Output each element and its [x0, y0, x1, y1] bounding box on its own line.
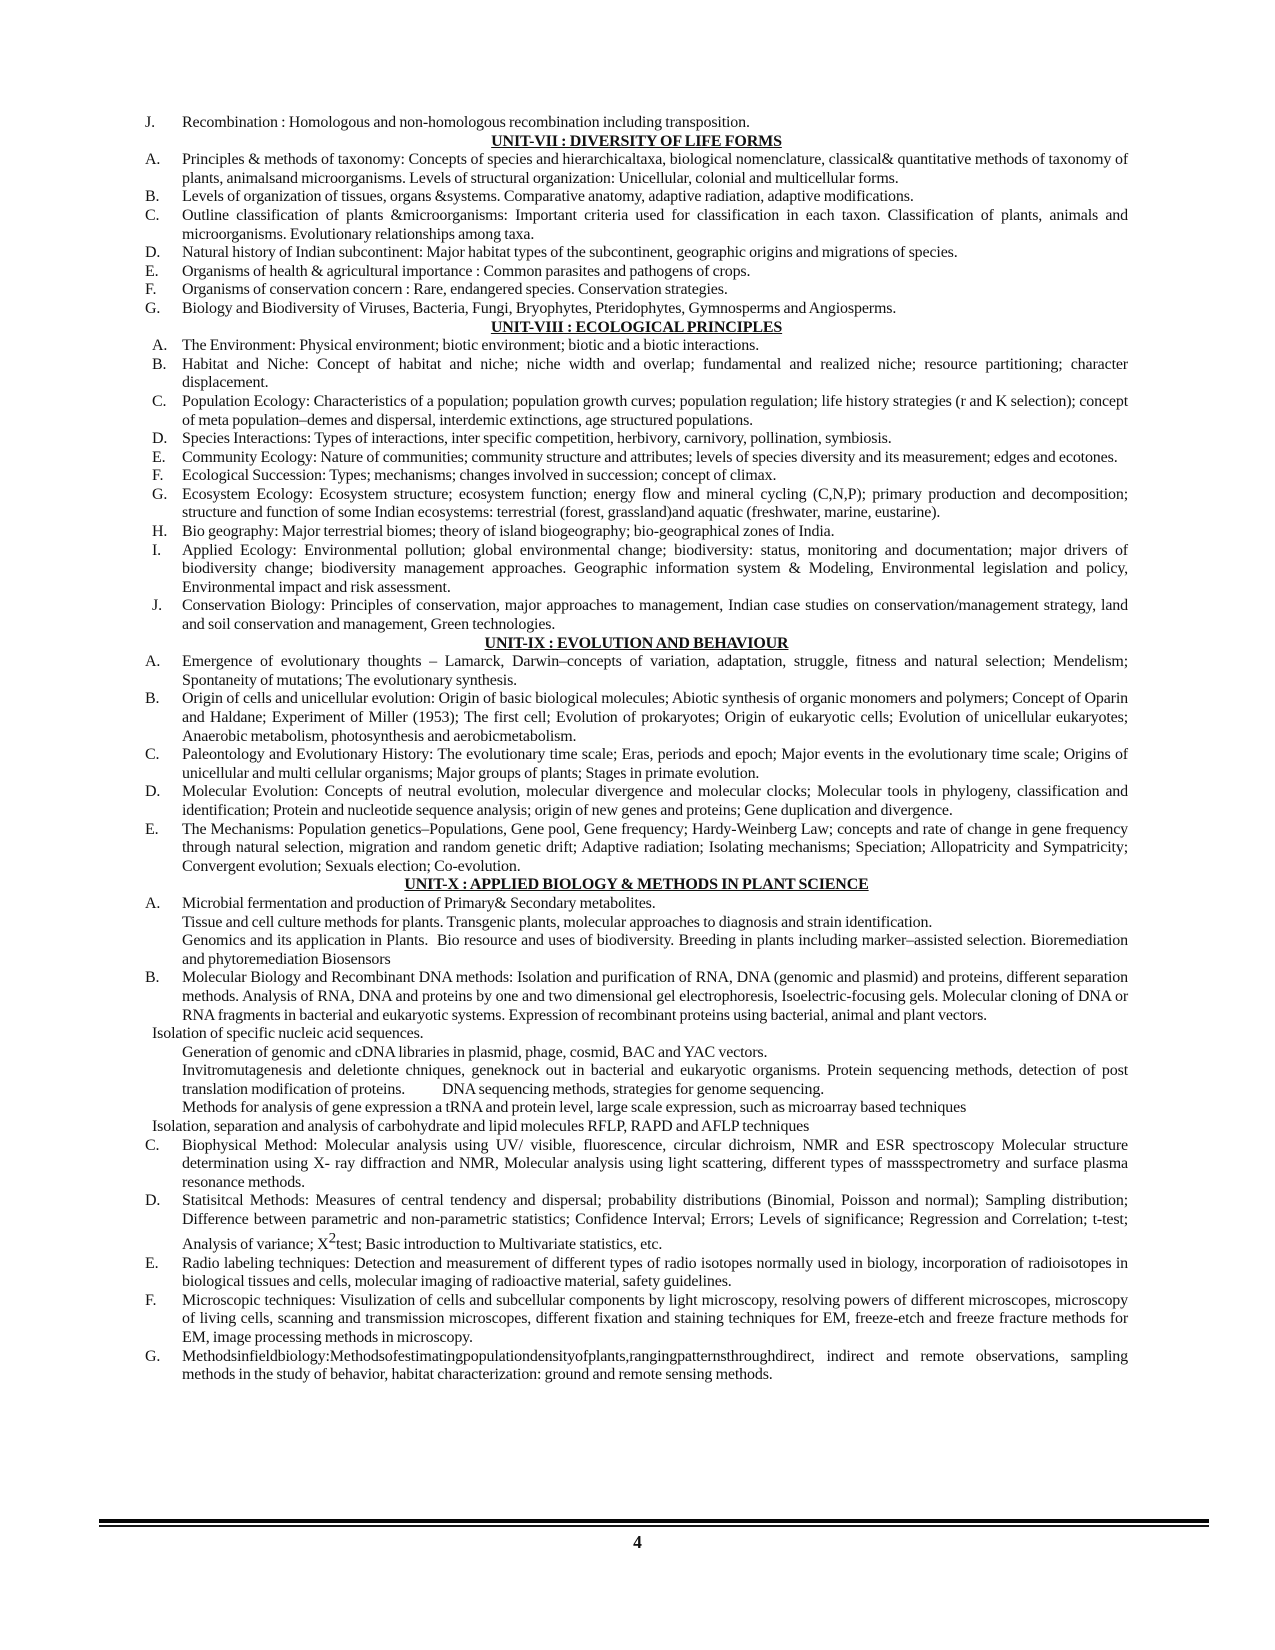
unit-heading-text: UNIT-VIII : ECOLOGICAL PRINCIPLES [490, 318, 783, 336]
syllabus-item [145, 523, 1128, 542]
item-text: Methodsinfieldbiology:Methodsofestimatingpopulationdensityofplants,rangingpatternsthroughdirect, indirect and remote observations, sampling methods in the study of behavior, habitat characterization: ground and remote sensing methods. [182, 1347, 1128, 1384]
item-letter: A. [145, 894, 161, 912]
syllabus-line [152, 1118, 1128, 1137]
unit-heading [145, 635, 1128, 654]
syllabus-line [182, 932, 1128, 969]
syllabus-item [145, 393, 1128, 430]
item-text: Organisms of health & agricultural importance : Common parasites and pathogens of crops. [182, 262, 751, 280]
item-letter: B. [145, 188, 160, 206]
text-segment: test; Basic introduction to Multivariate statistics, etc. [336, 1235, 663, 1253]
text-segment: Statisitcal Methods: Measures of central tendency and dispersal; probability distributions (Binomial, Poisson and normal); Sampling distribution; Difference between parametric and non-parametric statistics; Confidence Interval; Errors; Levels of significance; Regression and Correlation; t-test; Analysis of variance; X [182, 1192, 1128, 1253]
item-text: Applied Ecology: Environmental pollution; global environmental change; biodiversity: status, monitoring and documentation; major drivers of biodiversity change; biodiversity management approaches. Geographic information system & Modeling, Environmental legislation and policy, Environmental impact and risk assessment. [182, 541, 1128, 596]
syllabus-item [145, 969, 1128, 1025]
item-text: Radio labeling techniques: Detection and measurement of different types of radio isotopes normally used in biology, incorporation of radioisotopes in biological tissues and cells, molecular imaging of radioactive material, safety guidelines. [182, 1254, 1128, 1291]
item-letter: B. [145, 690, 160, 708]
syllabus-item [145, 597, 1128, 634]
item-text: Habitat and Niche: Concept of habitat and niche; niche width and overlap; fundamental and realized niche; resource partitioning; character displacement. [182, 355, 1128, 392]
item-letter: E. [145, 820, 159, 838]
syllabus-item [145, 356, 1128, 393]
item-text: Tissue and cell culture methods for plants. Transgenic plants, molecular approaches to diagnosis and strain identification. [182, 913, 933, 931]
item-letter: D. [152, 430, 168, 448]
item-text: Ecological Succession: Types; mechanisms; changes involved in succession; concept of climax. [182, 467, 777, 485]
syllabus-item [145, 486, 1128, 523]
item-letter: I. [152, 541, 162, 559]
item-letter: D. [145, 1192, 161, 1210]
syllabus-line [182, 1044, 1128, 1063]
item-text: Population Ecology: Characteristics of a population; population growth curves; population regulation; life history strategies (r and K selection); concept of meta population–demes and dispersal, interdemic extinctions, age structured populations. [182, 392, 1128, 429]
item-letter: C. [145, 746, 160, 764]
syllabus-item [145, 430, 1128, 449]
item-letter: G. [152, 485, 168, 503]
unit-heading [145, 319, 1128, 338]
item-text: Isolation, separation and analysis of carbohydrate and lipid molecules RFLP, RAPD and AFLP techniques [152, 1118, 810, 1136]
syllabus-item [145, 207, 1128, 244]
item-letter: G. [145, 1347, 161, 1365]
syllabus-item [145, 1348, 1128, 1385]
item-letter: B. [152, 355, 167, 373]
item-letter: G. [145, 299, 161, 317]
item-text: Molecular Biology and Recombinant DNA methods: Isolation and purification of RNA, DNA (genomic and plasmid) and proteins, different separation methods. Analysis of RNA, DNA and proteins by one and two dimensional gel electrophoresis, Isoelectric-focusing gels. Molecular cloning of DNA or RNA fragments in bacterial and eukaryotic systems. Expression of recombinant proteins using bacterial, animal and plant vectors. [182, 969, 1128, 1024]
footer-divider [99, 1519, 1209, 1527]
item-text: Genomics and its application in Plants. Bio resource and uses of biodiversity. Breeding in plants including marker–assisted selection. Bioremediation and phytoremediation Biosensors [182, 932, 1128, 968]
item-text: Biophysical Method: Molecular analysis using UV/ visible, fluorescence, circular dichroism, NMR and ESR spectroscopy Molecular structure determination using X- ray diffraction and NMR, Molecular analysis using light scattering, different types of massspectrometry and surface plasma resonance methods. [182, 1136, 1128, 1191]
item-letter: E. [152, 448, 166, 466]
superscript: 2 [328, 1229, 337, 1247]
item-letter: A. [145, 653, 161, 671]
item-letter: D. [145, 783, 161, 801]
item-text: Origin of cells and unicellular evolution: Origin of basic biological molecules; Abiotic synthesis of organic monomers and polymers; Concept of Oparin and Haldane; Experiment of Miller (1953); The first cell; Evolution of prokaryotes; Origin of eukaryotic cells; Evolution of unicellular eukaryotes; Anaerobic metabolism, photosynthesis and aerobicmetabolism. [182, 690, 1128, 745]
unit-heading [145, 133, 1128, 152]
item-letter: J. [152, 597, 162, 615]
item-text: Generation of genomic and cDNA libraries in plasmid, phage, cosmid, BAC and YAC vectors. [182, 1043, 768, 1061]
item-text: Species Interactions: Types of interactions, inter specific competition, herbivory, carnivory, pollination, symbiosis. [182, 430, 892, 448]
item-letter: A. [145, 151, 161, 169]
item-text: Conservation Biology: Principles of conservation, major approaches to management, Indian case studies on conservation/management strategy, land and soil conservation and management, Green technologies. [182, 597, 1128, 634]
syllabus-line [182, 1062, 1128, 1099]
syllabus-item [145, 1255, 1128, 1292]
item-text: Invitromutagenesis and deletionte chniques, geneknock out in bacterial and eukaryotic organisms. Protein sequencing methods, detection of post translation modification of proteins. DNA sequencing methods, strategies for genome sequencing. [182, 1062, 1128, 1098]
unit-heading [145, 876, 1128, 895]
item-letter: E. [145, 262, 159, 280]
item-text: Paleontology and Evolutionary History: The evolutionary time scale; Eras, periods and epoch; Major events in the evolutionary time scale; Origins of unicellular and multi cellular organisms; Major groups of plants; Stages in primate evolution. [182, 746, 1128, 782]
syllabus-item [145, 746, 1128, 783]
syllabus-item [145, 783, 1128, 820]
item-text: The Environment: Physical environment; biotic environment; biotic and a biotic interactions. [182, 337, 760, 355]
syllabus-line [182, 1099, 1128, 1118]
item-text: Outline classification of plants &microorganisms: Important criteria used for classification in each taxon. Classification of plants, animals and microorganisms. Evolutionary relationships among taxa. [182, 206, 1128, 243]
syllabus-item [145, 188, 1128, 207]
syllabus-item [145, 467, 1128, 486]
syllabus-line [152, 1025, 1128, 1044]
item-text: Biology and Biodiversity of Viruses, Bacteria, Fungi, Bryophytes, Pteridophytes, Gymnosperms and Angiosperms. [182, 299, 897, 317]
syllabus-item [145, 151, 1128, 188]
item-letter: F. [145, 281, 157, 299]
item-letter: E. [145, 1254, 159, 1272]
syllabus-item [145, 281, 1128, 300]
page-number: 4 [633, 1532, 642, 1552]
syllabus-item [145, 1137, 1128, 1193]
syllabus-item [145, 263, 1128, 282]
syllabus-item [145, 1192, 1128, 1254]
syllabus-item [145, 244, 1128, 263]
item-text: Bio geography: Major terrestrial biomes; theory of island biogeography; bio-geographical zones of India. [182, 523, 835, 541]
item-text: Emergence of evolutionary thoughts – Lamarck, Darwin–concepts of variation, adaptation, struggle, fitness and natural selection; Mendelism; Spontaneity of mutations; The evolutionary synthesis. [182, 653, 1128, 689]
item-text: Principles & methods of taxonomy: Concepts of species and hierarchicaltaxa, biological nomenclature, classical& quantitative methods of taxonomy of plants, animalsand microorganisms. Levels of structural organization: Unicellular, colonial and multicellular forms. [182, 151, 1128, 187]
item-letter: C. [145, 1136, 160, 1154]
document-body [145, 114, 1128, 1385]
item-letter: B. [145, 969, 160, 987]
syllabus-line [182, 914, 1128, 933]
syllabus-item [145, 895, 1128, 914]
item-text: Recombination : Homologous and non-homologous recombination including transposition. [182, 114, 750, 131]
item-text: Community Ecology: Nature of communities; community structure and attributes; levels of species diversity and its measurement; edges and ecotones. [182, 448, 1118, 466]
item-letter: H. [152, 523, 168, 541]
unit-7 [145, 133, 1128, 319]
syllabus-item [145, 114, 1128, 133]
item-letter: J. [145, 114, 155, 131]
item-letter: C. [145, 206, 160, 224]
item-text: Microbial fermentation and production of Primary& Secondary metabolites. [182, 894, 656, 912]
item-text: Ecosystem Ecology: Ecosystem structure; ecosystem function; energy flow and mineral cycling (C,N,P); primary production and decomposition; structure and function of some Indian ecosystems: terrestrial (forest, grassland)and aquatic (freshwater, marine, eustarine). [182, 485, 1128, 522]
unit-10 [145, 876, 1128, 1384]
unit-heading-text: UNIT-X : APPLIED BIOLOGY & METHODS IN PLANT SCIENCE [404, 876, 869, 894]
syllabus-item [145, 300, 1128, 319]
unit-heading-text: UNIT-VII : DIVERSITY OF LIFE FORMS [491, 132, 782, 150]
unit-9 [145, 635, 1128, 877]
item-letter: A. [152, 337, 168, 355]
syllabus-item [145, 1292, 1128, 1348]
item-text: Levels of organization of tissues, organs &systems. Comparative anatomy, adaptive radiation, adaptive modifications. [182, 188, 914, 206]
unit-8 [145, 319, 1128, 635]
item-text: Isolation of specific nucleic acid sequences. [152, 1025, 424, 1043]
syllabus-item [145, 542, 1128, 598]
item-letter: C. [152, 392, 167, 410]
syllabus-item [145, 337, 1128, 356]
item-text: Natural history of Indian subcontinent: Major habitat types of the subcontinent, geographic origins and migrations of species. [182, 244, 958, 262]
item-letter: F. [152, 467, 164, 485]
unit-heading-text: UNIT-IX : EVOLUTION AND BEHAVIOUR [484, 634, 789, 652]
item-text: The Mechanisms: Population genetics–Populations, Gene pool, Gene frequency; Hardy-Weinberg Law; concepts and rate of change in gene frequency through natural selection, migration and random genetic drift; Adaptive radiation; Isolating mechanisms; Speciation; Allopatricity and Sympatricity; Convergent evolution; Sexuals election; Co-evolution. [182, 820, 1128, 875]
item-text [182, 1192, 1128, 1253]
item-letter: F. [145, 1291, 157, 1309]
syllabus-item [145, 690, 1128, 746]
syllabus-item [145, 821, 1128, 877]
syllabus-item [145, 449, 1128, 468]
item-text: Organisms of conservation concern : Rare, endangered species. Conservation strategies. [182, 281, 728, 299]
item-text: Molecular Evolution: Concepts of neutral evolution, molecular divergence and molecular clocks; Molecular tools in phylogeny, classification and identification; Protein and nucleotide sequence analysis; origin of new genes and proteins; Gene duplication and divergence. [182, 783, 1128, 819]
item-text: Microscopic techniques: Visulization of cells and subcellular components by light microscopy, resolving powers of different microscopes, microscopy of living cells, scanning and transmission microscopes, different fixation and staining techniques for EM, freeze-etch and freeze fracture methods for EM, image processing methods in microscopy. [182, 1291, 1128, 1346]
item-letter: D. [145, 244, 161, 262]
item-text: Methods for analysis of gene expression a tRNA and protein level, large scale expression, such as microarray based techniques [182, 1099, 967, 1117]
syllabus-item [145, 653, 1128, 690]
